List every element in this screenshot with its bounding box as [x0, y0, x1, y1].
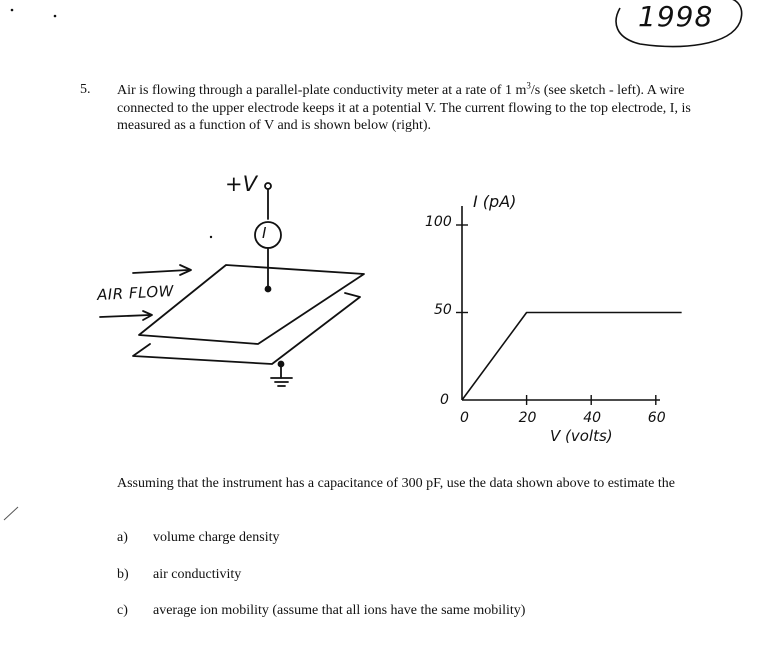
ammeter-label: I: [262, 224, 267, 242]
x-tick-label: 20: [518, 410, 537, 426]
x-axis-label: V (volts): [550, 427, 613, 445]
airflow-label: AIR FLOW: [96, 281, 175, 305]
y-tick-label: 50: [434, 301, 452, 318]
question-b-letter: b): [117, 567, 129, 582]
y-axis-label: I (pA): [473, 192, 517, 211]
problem-number: 5.: [80, 82, 91, 97]
question-b-text: air conductivity: [153, 567, 242, 582]
problem-text-part1: Air is flowing through a parallel-plate conductivity meter at a rate of 1 m: [117, 83, 527, 98]
x-tick-label: 60: [647, 410, 666, 426]
problem-text-superscript: 3: [526, 80, 531, 91]
series-line: [462, 313, 682, 401]
question-c-letter: c): [117, 603, 128, 618]
voltage-label: +V: [225, 172, 257, 196]
x-tick-label: 0: [460, 410, 469, 426]
question-c-text: average ion mobility (assume that all ions have the same mobility): [153, 603, 526, 618]
question-a-letter: a): [117, 530, 128, 545]
problem-text-part2: /s (see sketch - left). A wire connected to the upper electrode keeps it at a potential V. The current flowing to the top electrode, I, is measured as a function of V and is shown below (right).: [117, 83, 691, 133]
y-tick-label: 0: [440, 392, 449, 408]
stamp-year: 1998: [638, 0, 714, 33]
assumption-text: Assuming that the instrument has a capacitance of 300 pF, use the data shown above to estimate the: [117, 476, 675, 491]
question-a-text: volume charge density: [153, 530, 280, 545]
y-tick-label: 100: [425, 214, 452, 230]
x-tick-label: 40: [583, 410, 602, 426]
